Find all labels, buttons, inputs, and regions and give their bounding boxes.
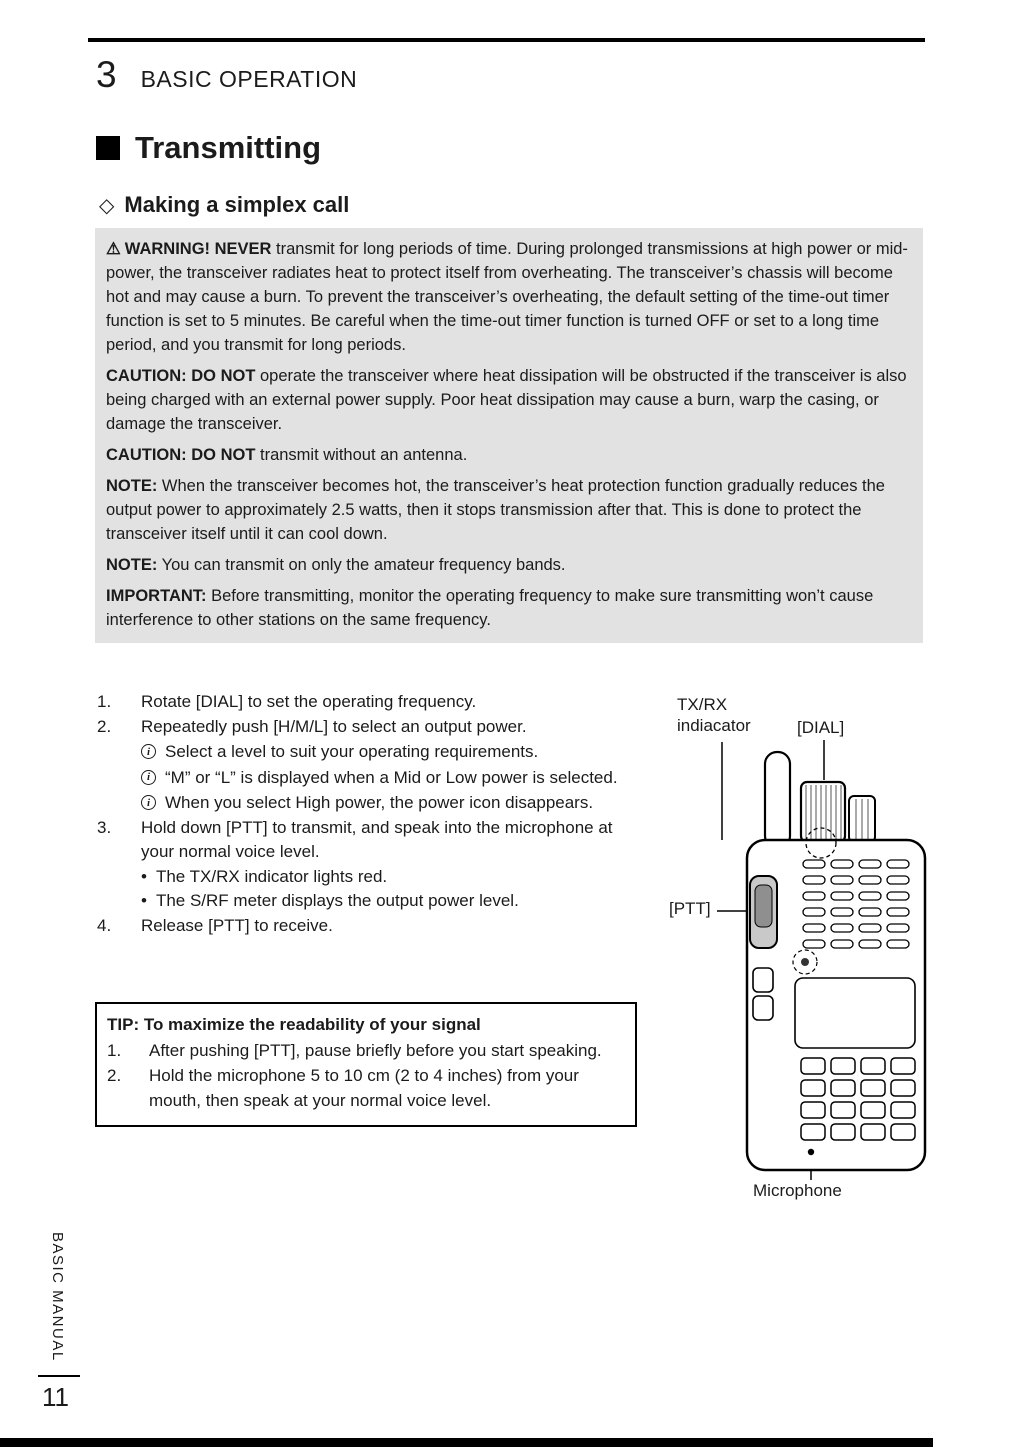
step-number: 3.	[97, 817, 112, 837]
chapter-number: 3	[96, 54, 117, 95]
step-text: Repeatedly push [H/M/L] to select an output power.	[141, 716, 527, 736]
subsection-title-text: Making a simplex call	[124, 192, 350, 217]
bullet-icon: •	[141, 891, 147, 910]
step-bullet	[141, 865, 645, 890]
caution-text: operate the transceiver where heat dissipation will be obstructed if the transceiver is also being charged with an external power supply. Poor heat dissipation may cause a burn, warp the casing, or damage the transceiver.	[106, 367, 907, 433]
square-bullet-icon	[96, 136, 120, 160]
bottom-rule	[0, 1438, 933, 1447]
bullet-icon: •	[141, 866, 147, 886]
side-label-basic-manual: BASIC MANUAL	[49, 1232, 66, 1362]
section-title	[96, 130, 321, 166]
step-text: Rotate [DIAL] to set the operating frequency.	[141, 692, 477, 711]
tip-box	[95, 1002, 637, 1127]
chapter-header	[96, 54, 357, 96]
step-note-text: When you select High power, the power icon disappears.	[165, 793, 594, 812]
step-note	[141, 766, 645, 791]
transceiver-diagram	[635, 690, 947, 1218]
important-lead: IMPORTANT:	[106, 587, 207, 605]
note-lead: NOTE:	[106, 477, 158, 495]
caution-paragraph	[106, 364, 909, 436]
note-paragraph	[106, 474, 909, 546]
step-note	[141, 791, 645, 816]
important-paragraph	[106, 584, 909, 632]
tip-title: TIP: To maximize the readability of your signal	[107, 1015, 481, 1034]
label-txrx-line1: TX/RX	[677, 695, 728, 714]
diamond-icon: ◇	[99, 194, 115, 217]
label-microphone: Microphone	[753, 1181, 842, 1200]
important-text: Before transmitting, monitor the operating frequency to make sure transmitting won’t cause interference to other stations on the same frequency.	[106, 587, 874, 629]
step-text: Hold down [PTT] to transmit, and speak into the microphone at your normal voice level.	[141, 817, 613, 861]
tip-item-number: 2.	[107, 1066, 122, 1085]
top-rule	[88, 38, 925, 42]
tip-item-text: After pushing [PTT], pause briefly before you start speaking.	[149, 1041, 602, 1060]
note-lead: NOTE:	[106, 556, 158, 574]
transceiver-illustration	[635, 690, 947, 1218]
label-ptt: [PTT]	[669, 899, 711, 918]
step-1	[97, 690, 645, 715]
step-bullet	[141, 889, 645, 914]
page-number-rule	[38, 1375, 80, 1377]
warning-text: transmit for long periods of time. During prolonged transmissions at high power or mid-power, the transceiver radiates heat to protect itself from overheating. The transceiver’s chassis will become hot and may cause a burn. To prevent the transceiver’s overheating, the default setting of the time-out timer function is set to 5 minutes. Be careful when the time-out timer function is turned OFF or set to a long time period, and you transmit for long periods.	[106, 240, 908, 354]
step-text: Release [PTT] to receive.	[141, 915, 333, 935]
note-text: When the transceiver becomes hot, the transceiver’s heat protection function gradually reduces the output power to approximately 2.5 watts, then it stops transmission after that. This is done to protect the transceiver itself until it can cool down.	[106, 477, 885, 543]
label-txrx-line2: indiacator	[677, 716, 751, 735]
step-2	[97, 715, 645, 816]
warning-lead: WARNING! NEVER	[124, 240, 272, 258]
step-4	[97, 914, 645, 939]
warning-paragraph	[106, 237, 909, 357]
label-txrx-indicator	[677, 694, 751, 736]
step-note	[141, 740, 645, 765]
caution-lead: CAUTION: DO NOT	[106, 367, 256, 385]
note-paragraph	[106, 553, 909, 577]
tip-item-text: Hold the microphone 5 to 10 cm (2 to 4 inches) from your mouth, then speak at your normal voice level.	[149, 1066, 579, 1110]
tip-item-number: 1.	[107, 1041, 122, 1060]
caution-paragraph	[106, 443, 909, 467]
step-note-text: “M” or “L” is displayed when a Mid or Low power is selected.	[165, 767, 618, 787]
warning-box	[95, 228, 923, 643]
note-text: You can transmit on only the amateur frequency bands.	[157, 556, 566, 574]
page-number: 11	[42, 1382, 69, 1412]
section-title-text: Transmitting	[135, 130, 322, 165]
caution-text: transmit without an antenna.	[255, 446, 468, 464]
step-number: 1.	[97, 692, 112, 711]
info-icon: i	[141, 795, 156, 810]
step-bullet-text: The TX/RX indicator lights red.	[155, 866, 388, 886]
info-icon: i	[141, 744, 156, 759]
warning-icon: ⚠	[106, 240, 121, 258]
tip-item-1	[107, 1038, 623, 1063]
operation-steps	[97, 690, 645, 938]
step-3	[97, 816, 645, 914]
chapter-title: BASIC OPERATION	[140, 66, 358, 92]
step-bullet-text: The S/RF meter displays the output power level.	[155, 891, 519, 910]
label-dial: [DIAL]	[797, 718, 845, 737]
subsection-title	[99, 192, 349, 218]
caution-lead: CAUTION: DO NOT	[106, 446, 256, 464]
info-icon: i	[141, 770, 156, 785]
step-note-text: Select a level to suit your operating requirements.	[165, 742, 539, 761]
step-number: 2.	[97, 716, 112, 736]
tip-item-2	[107, 1063, 623, 1113]
step-number: 4.	[97, 915, 112, 935]
